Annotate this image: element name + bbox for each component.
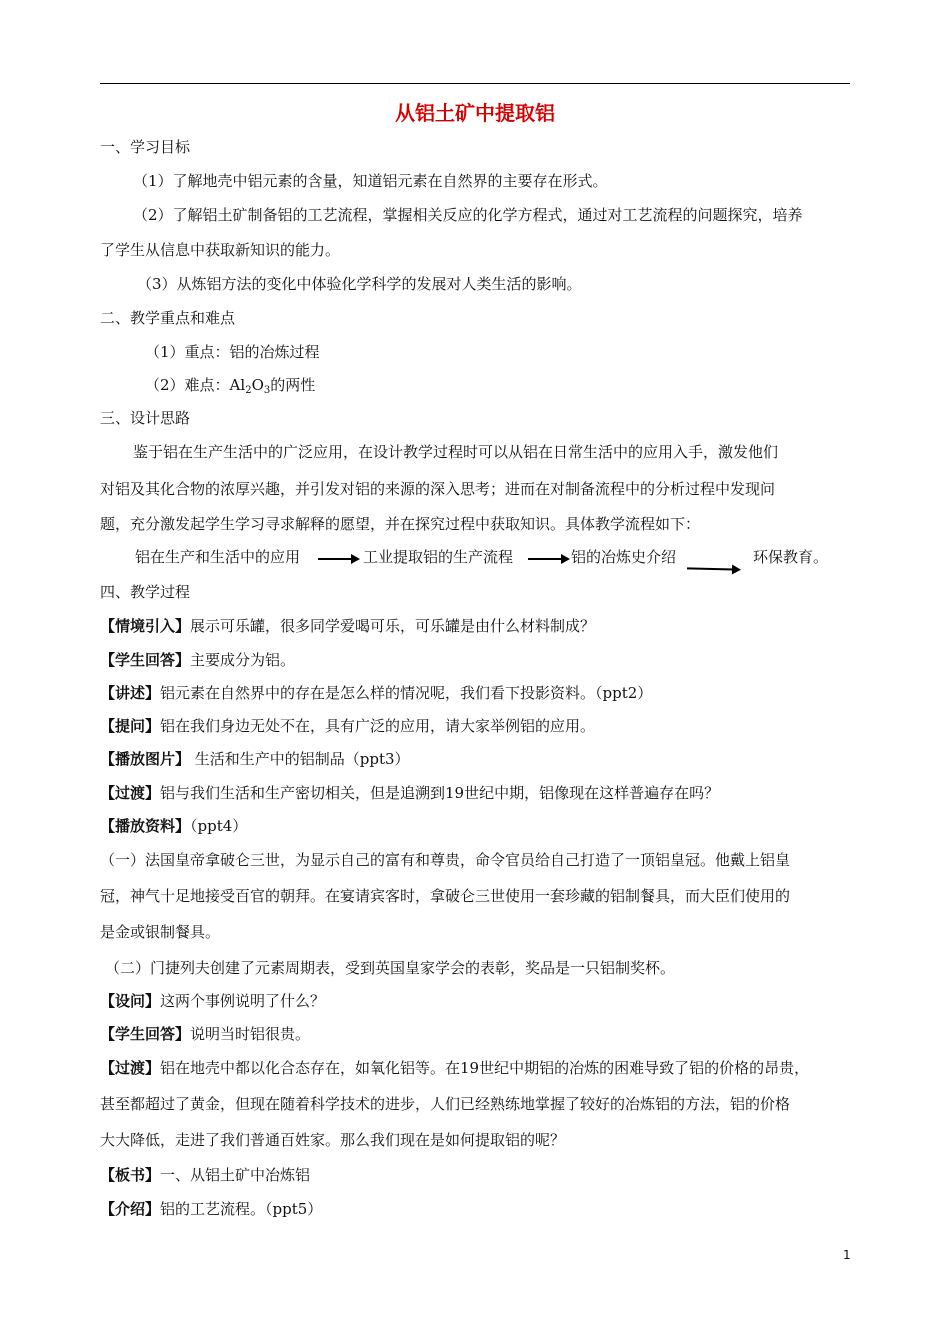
objective-item-2-line-2: 了学生从信息中获取新知识的能力。 — [100, 241, 341, 259]
transition-line-3: 大大降低，走进了我们普通百姓家。那么我们现在是如何提取铝的呢？ — [100, 1131, 566, 1149]
transition-line-2: 甚至都超过了黄金，但现在随着科学技术的进步，人们已经熟练地掌握了较好的冶炼铝的方法，铝的价格 — [100, 1095, 791, 1113]
objective-item-2-line-1: （2）了解铝土矿制备铝的工艺流程，掌握相关反应的化学方程式，通过对工艺流程的问题探究，培养 — [133, 206, 803, 224]
process-line: 【过渡】铝与我们生活和生产密切相关，但是追溯到19世纪中期，铝像现在这样普遍存在吗？ — [100, 784, 720, 802]
flow-step-2: 工业提取铝的生产流程 — [363, 548, 514, 566]
story-paragraph-1-line-3: 是金或银制餐具。 — [100, 923, 221, 941]
process-line: 【学生回答】主要成分为铝。 — [100, 651, 296, 669]
objective-item-3: （3）从炼铝方法的变化中体验化学科学的发展对人类生活的影响。 — [137, 275, 582, 293]
story-paragraph-2: （二）门捷列夫创建了元素周期表，受到英国皇家学会的表彰，奖品是一只铝制奖杯。 — [105, 959, 676, 977]
process-line: 【播放资料】（ppt4） — [100, 817, 248, 835]
objective-item-1: （1）了解地壳中铝元素的含量，知道铝元素在自然界的主要存在形式。 — [133, 172, 608, 190]
section-heading-objectives: 一、学习目标 — [100, 138, 191, 156]
flow-step-3: 铝的冶炼史介绍 — [571, 548, 677, 566]
process-line: 【学生回答】说明当时铝很贵。 — [100, 1025, 311, 1043]
flow-arrow-3 — [687, 567, 739, 570]
transition-line-1: 【过渡】铝在地壳中都以化合态存在，如氧化铝等。在19世纪中期铝的冶炼的困难导致了铝的价格的昂贵， — [100, 1059, 810, 1077]
design-paragraph-line-1: 鉴于铝在生产生活中的广泛应用，在设计教学过程时可以从铝在日常生活中的应用入手，激发他们 — [133, 443, 779, 461]
section-heading-design: 三、设计思路 — [100, 409, 191, 427]
design-paragraph-line-3: 题，充分激发起学生学习寻求解释的愿望，并在探究过程中获取知识。具体教学流程如下： — [100, 515, 701, 533]
process-line: 【情境引入】展示可乐罐，很多同学爱喝可乐，可乐罐是由什么材料制成？ — [100, 617, 596, 635]
process-line: 【提问】铝在我们身边无处不在，具有广泛的应用，请大家举例铝的应用。 — [100, 717, 596, 735]
page-number: 1 — [843, 1248, 851, 1262]
story-paragraph-1-line-1: （一）法国皇帝拿破仑三世，为显示自己的富有和尊贵，命令官员给自己打造了一顶铝皇冠。他戴上铝皇 — [100, 851, 791, 869]
design-paragraph-line-2: 对铝及其化合物的浓厚兴趣，并引发对铝的来源的深入思考；进而在对制备流程中的分析过程中发现问 — [100, 480, 776, 498]
document-title: 从铝土矿中提取铝 — [395, 101, 555, 125]
process-line: 【板书】一、从铝土矿中冶炼铝 — [100, 1166, 311, 1184]
header-rule — [100, 83, 850, 84]
flow-arrow-1 — [318, 558, 358, 560]
process-line: 【设问】这两个事例说明了什么？ — [100, 992, 326, 1010]
process-line: 【介绍】铝的工艺流程。（ppt5） — [100, 1200, 323, 1218]
section-heading-process: 四、教学过程 — [100, 583, 191, 601]
section-heading-key-points: 二、教学重点和难点 — [100, 309, 236, 327]
story-paragraph-1-line-2: 冠，神气十足地接受百官的朝拜。在宴请宾客时，拿破仑三世使用一套珍藏的铝制餐具，而大臣们使用的 — [100, 887, 791, 905]
flow-step-4: 环保教育。 — [753, 548, 829, 566]
process-line: 【讲述】铝元素在自然界中的存在是怎么样的情况呢，我们看下投影资料。（ppt2） — [100, 684, 653, 702]
key-point-item-2: （2）难点：$Al_2O_3$的两性 — [145, 376, 316, 396]
flow-step-1: 铝在生产和生活中的应用 — [135, 548, 301, 566]
key-point-item-1: （1）重点：铝的冶炼过程 — [145, 343, 320, 361]
flow-arrow-2 — [528, 558, 568, 560]
process-line: 【播放图片】 生活和生产中的铝制品（ppt3） — [100, 750, 410, 768]
teaching-flow-diagram — [135, 547, 855, 577]
